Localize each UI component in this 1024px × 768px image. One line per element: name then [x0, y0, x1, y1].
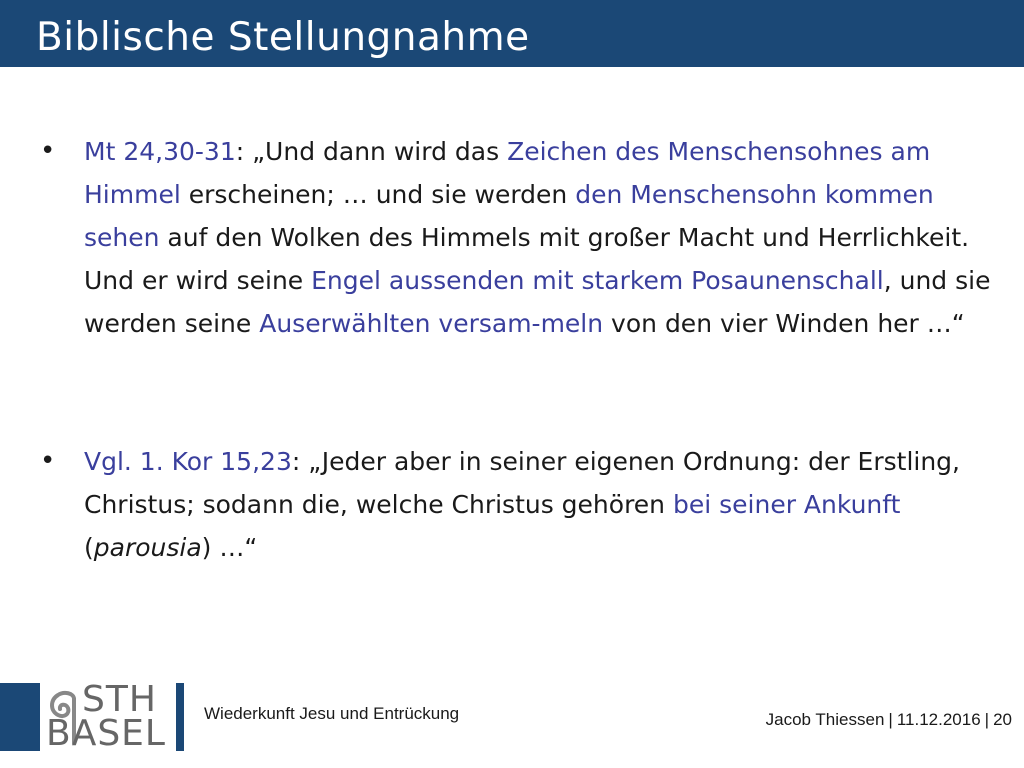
- highlight-text: den Menschensohn kommen sehen: [84, 180, 934, 252]
- footer-info: [766, 709, 1012, 731]
- footer-separator: |: [888, 710, 893, 729]
- highlight-text: Engel aussenden mit starkem Posaunenschall: [311, 266, 884, 295]
- highlight-text: Auserwählten versam-meln: [259, 309, 604, 338]
- body-text: , und sie werden seine: [84, 266, 991, 338]
- bullet-dot: •: [40, 446, 56, 476]
- body-text: erscheinen; … und sie werden: [180, 180, 576, 209]
- page-number: 20: [993, 710, 1012, 729]
- body-text: auf den Wolken des Himmels mit großer Macht und Herrlichkeit. Und er wird seine: [84, 223, 970, 295]
- title-bar: [0, 0, 1024, 67]
- logo: [40, 679, 176, 754]
- footer-topic: Wiederkunft Jesu und Entrückung: [204, 704, 460, 723]
- highlight-text: Vgl. 1. Kor 15,23: [84, 447, 292, 476]
- body-text: : „Jeder aber in seiner eigenen Ordnung: der Erstling, Christus; sodann die, welche Christus gehören: [84, 447, 960, 519]
- footer-author: Jacob Thiessen: [765, 710, 885, 729]
- body-text: (: [84, 533, 94, 562]
- bullet-text: [84, 130, 994, 345]
- body-text: ) …“: [201, 533, 258, 562]
- footer-separator: |: [984, 710, 990, 729]
- footer-panel: [184, 683, 1024, 751]
- body-text: von den vier Winden her …“: [603, 309, 965, 338]
- highlight-text: Zeichen des Menschensohnes am Himmel: [84, 137, 931, 209]
- highlight-text: bei seiner Ankunft: [672, 490, 901, 519]
- body-text: parousia: [93, 533, 202, 562]
- body-text: : „Und dann wird das: [235, 137, 508, 166]
- logo-text: BASEL: [46, 713, 166, 754]
- bullet-text: [84, 440, 994, 569]
- highlight-text: Mt 24,30-31: [84, 137, 236, 166]
- slide-title: Biblische Stellungnahme: [36, 15, 530, 60]
- footer-date: 11.12.2016: [896, 710, 981, 729]
- logo-text: STH: [82, 679, 157, 720]
- bullet-dot: •: [40, 136, 56, 166]
